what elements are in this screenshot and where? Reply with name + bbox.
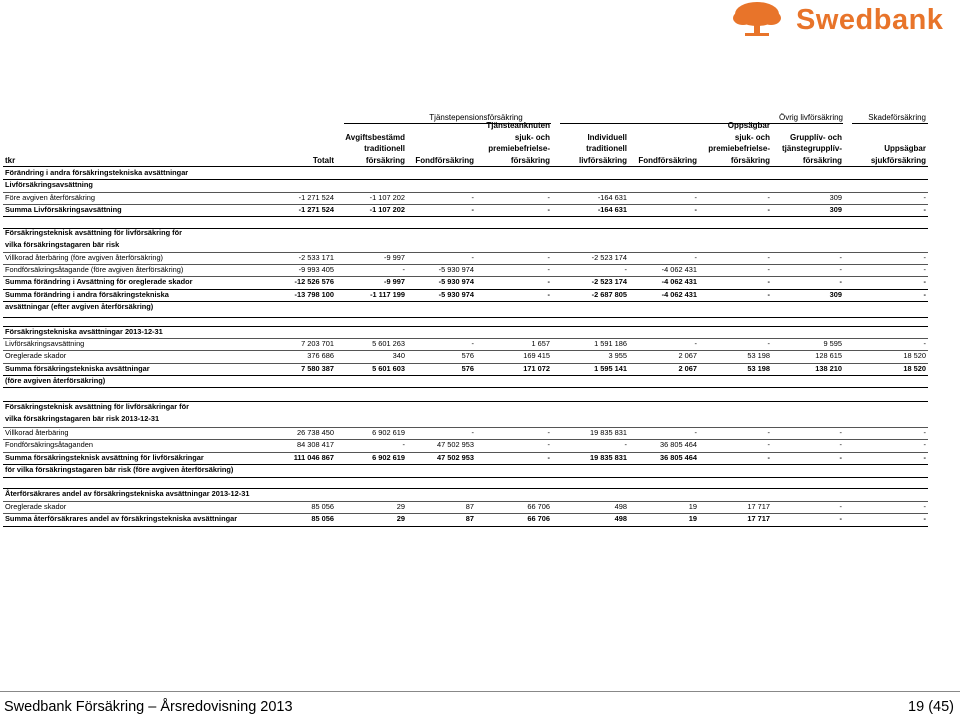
table-cell: - xyxy=(923,265,926,274)
row-label: för vilka försäkringstagaren bär risk (före avgiven återförsäkring) xyxy=(5,465,234,474)
table-cell: - xyxy=(923,205,926,214)
table-row xyxy=(3,264,928,276)
table-cell: 53 198 xyxy=(747,351,770,360)
row-label: Före avgiven återförsäkring xyxy=(5,193,95,202)
table-cell: 1 595 141 xyxy=(594,364,627,373)
row-label: Livförsäkringsavsättning xyxy=(5,339,85,348)
table-cell: 1 591 186 xyxy=(594,339,627,348)
table-cell: 19 xyxy=(688,514,697,523)
table-cell: - xyxy=(547,277,550,286)
column-header-line: Avgiftsbestämd xyxy=(345,132,405,142)
row-label: Summa förändring i Avsättning för oreglerade skador xyxy=(5,277,193,286)
table-cell: -1 271 524 xyxy=(298,193,334,202)
table-cell: - xyxy=(767,253,770,262)
table-cell: -2 687 805 xyxy=(591,290,627,299)
table-row xyxy=(3,427,928,439)
column-header-line: traditionell xyxy=(364,144,405,153)
table-row xyxy=(3,289,928,301)
row-label: vilka försäkringstagaren bär risk xyxy=(5,240,120,249)
table-row xyxy=(3,501,928,513)
row-label: Försäkringsteknisk avsättning för livförsäkring för xyxy=(5,228,183,237)
table-row xyxy=(3,276,928,288)
table-row xyxy=(3,179,928,191)
table-cell: -9 997 xyxy=(384,253,405,262)
table-cell: 26 738 450 xyxy=(297,428,334,437)
table-cell: 9 595 xyxy=(823,339,842,348)
table-cell: 169 415 xyxy=(523,351,550,360)
row-label: Summa Livförsäkringsavsättning xyxy=(5,205,122,214)
row-label: Villkorad återbäring (före avgiven återförsäkring) xyxy=(5,253,164,262)
table-row xyxy=(3,338,928,350)
group-label: Skadeförsäkring xyxy=(868,113,926,122)
row-divider xyxy=(3,477,928,478)
table-cell: -9 997 xyxy=(384,277,405,286)
table-cell: - xyxy=(694,205,697,214)
row-divider xyxy=(3,387,928,388)
table-cell: - xyxy=(767,290,770,299)
table-cell: 7 580 387 xyxy=(301,364,334,373)
table-cell: - xyxy=(839,514,842,523)
table-cell: 498 xyxy=(614,514,627,523)
table-cell: 36 805 464 xyxy=(660,453,697,462)
table-cell: - xyxy=(471,339,474,348)
table-cell: -164 631 xyxy=(597,205,627,214)
table-cell: - xyxy=(471,205,474,214)
table-cell: -4 062 431 xyxy=(661,265,697,274)
table-cell: 2 067 xyxy=(678,351,697,360)
table-row xyxy=(3,167,928,179)
row-label: Fondförsäkringsåtagande (före avgiven återförsäkring) xyxy=(5,265,184,274)
table-cell: - xyxy=(547,428,550,437)
table-cell: 19 835 831 xyxy=(590,428,627,437)
column-header-line: traditionell xyxy=(586,144,627,153)
column-header-line: försäkring xyxy=(802,155,842,165)
column-header xyxy=(754,132,842,167)
column-header-line: sjukförsäkring xyxy=(870,155,926,165)
column-header-line: tkr xyxy=(5,155,16,165)
table-cell: - xyxy=(694,339,697,348)
table-cell: 47 502 953 xyxy=(437,440,474,449)
table-cell: - xyxy=(694,193,697,202)
column-header-line: försäkring xyxy=(510,155,550,165)
table-cell: 18 520 xyxy=(903,351,926,360)
row-label: avsättningar (efter avgiven återförsäkring) xyxy=(5,302,154,311)
table-cell: -5 930 974 xyxy=(438,290,474,299)
table-cell: -5 930 974 xyxy=(438,265,474,274)
table-cell: 53 198 xyxy=(747,364,770,373)
table-cell: 340 xyxy=(392,351,405,360)
table-cell: 2 067 xyxy=(678,364,697,373)
table-cell: - xyxy=(923,502,926,511)
row-label: Summa förändring i andra försäkringstekniska xyxy=(5,290,169,299)
column-header-line: premiebefrielse- xyxy=(488,144,550,153)
column-header xyxy=(836,143,926,166)
table-cell: -1 117 199 xyxy=(370,290,405,299)
table-cell: 19 835 831 xyxy=(590,453,627,462)
table-cell: 18 520 xyxy=(903,364,926,373)
table-cell: - xyxy=(923,253,926,262)
table-cell: 309 xyxy=(829,290,842,299)
table-row xyxy=(3,326,928,338)
table-cell: 85 056 xyxy=(311,514,334,523)
table-cell: 1 657 xyxy=(531,339,550,348)
column-header-line: Oppsägbar xyxy=(727,121,770,130)
table-cell: 17 717 xyxy=(747,502,770,511)
group-label: Övrig livförsäkring xyxy=(778,113,843,122)
table-cell: - xyxy=(547,205,550,214)
row-label: Summa försäkringsteknisk avsättning för livförsäkringar xyxy=(5,453,204,462)
footer-divider xyxy=(0,691,960,692)
row-label: Summa försäkringstekniska avsättningar xyxy=(5,364,150,373)
table-cell: 7 203 701 xyxy=(301,339,334,348)
table-row xyxy=(3,252,928,264)
table-cell: - xyxy=(547,253,550,262)
table-cell: -4 062 431 xyxy=(661,290,697,299)
table-cell: -1 107 202 xyxy=(369,193,405,202)
table-cell: - xyxy=(547,193,550,202)
table-row xyxy=(3,227,928,239)
table-cell: - xyxy=(694,253,697,262)
table-cell: -2 523 174 xyxy=(591,277,627,286)
column-header-line: Individuell xyxy=(587,132,627,142)
table-row xyxy=(3,239,928,251)
row-divider xyxy=(3,526,928,527)
table-cell: - xyxy=(923,453,926,462)
table-row xyxy=(3,413,928,425)
row-label: vilka försäkringstagaren bär risk 2013-12-31 xyxy=(5,414,160,423)
table-cell: 29 xyxy=(396,502,405,511)
row-divider xyxy=(3,317,928,318)
table-cell: - xyxy=(767,453,770,462)
table-cell: - xyxy=(767,428,770,437)
oak-tree-icon xyxy=(717,0,797,40)
table-cell: 36 805 464 xyxy=(660,440,697,449)
row-label: Villkorad återbäring xyxy=(5,428,69,437)
column-header-line: Totalt xyxy=(312,155,334,165)
table-row xyxy=(3,350,928,362)
table-cell: 171 072 xyxy=(523,364,550,373)
table-cell: - xyxy=(839,428,842,437)
table-cell: 84 308 417 xyxy=(297,440,334,449)
table-cell: - xyxy=(767,193,770,202)
table-cell: 87 xyxy=(465,514,474,523)
table-cell: - xyxy=(923,290,926,299)
table-row xyxy=(3,464,928,476)
table-row xyxy=(3,401,928,413)
table-row xyxy=(3,204,928,216)
table-cell: 19 xyxy=(688,502,697,511)
table-cell: - xyxy=(471,253,474,262)
table-cell: - xyxy=(923,514,926,523)
group-underline xyxy=(852,123,928,124)
table-cell: - xyxy=(839,453,842,462)
column-header-line: försäkring xyxy=(730,155,770,165)
table-cell: - xyxy=(767,440,770,449)
table-row xyxy=(3,488,928,500)
table-cell: 376 686 xyxy=(307,351,334,360)
table-cell: - xyxy=(767,265,770,274)
table-cell: -4 062 431 xyxy=(661,277,697,286)
table-cell: 6 902 619 xyxy=(372,453,405,462)
unit-header xyxy=(5,155,15,167)
table-cell: 128 615 xyxy=(815,351,842,360)
table-cell: - xyxy=(923,440,926,449)
column-header-line: Grupplív- och xyxy=(790,132,842,142)
table-row xyxy=(3,452,928,464)
table-cell: - xyxy=(694,428,697,437)
row-label: Fondförsäkringsåtaganden xyxy=(5,440,93,449)
table-cell: - xyxy=(547,453,550,462)
table-cell: - xyxy=(402,265,405,274)
column-header-line: sjuk- och xyxy=(514,132,550,142)
table-cell: -1 271 524 xyxy=(298,205,334,214)
row-label: Oreglerade skador xyxy=(5,351,67,360)
brand-name: Swedbank xyxy=(796,4,944,36)
table-cell: -12 526 576 xyxy=(294,277,334,286)
row-divider xyxy=(3,216,928,217)
table-cell: 17 717 xyxy=(747,514,770,523)
table-row xyxy=(3,439,928,451)
table-cell: -164 631 xyxy=(597,193,627,202)
table-row xyxy=(3,192,928,204)
table-cell: -2 533 171 xyxy=(298,253,334,262)
group-label: Tjänstepensionsförsäkring xyxy=(429,113,523,122)
table-row xyxy=(3,301,928,313)
column-header-line: Tjänsteanknuten xyxy=(486,121,550,130)
table-cell: 498 xyxy=(614,502,627,511)
column-header-line: premiebefrielse- xyxy=(708,144,770,153)
table-cell: 309 xyxy=(829,205,842,214)
table-cell: - xyxy=(547,440,550,449)
table-cell: - xyxy=(471,428,474,437)
table-cell: - xyxy=(923,428,926,437)
row-label: Återförsäkrares andel av försäkringstekniska avsättningar 2013-12-31 xyxy=(5,489,250,498)
table-cell: - xyxy=(923,277,926,286)
table-cell: - xyxy=(767,205,770,214)
row-label: Förändring i andra försäkringstekniska avsättningar xyxy=(5,168,189,177)
table-cell: - xyxy=(839,277,842,286)
column-header-line: Uppsägbar xyxy=(884,144,926,153)
table-cell: 5 601 263 xyxy=(372,339,405,348)
page-number: 19 (45) xyxy=(908,699,954,715)
table-row xyxy=(3,513,928,525)
column-header-line: Fondförsäkring xyxy=(638,155,697,165)
table-cell: -1 107 202 xyxy=(369,205,405,214)
table-cell: - xyxy=(767,277,770,286)
table-cell: -9 993 405 xyxy=(298,265,334,274)
table-cell: 138 210 xyxy=(815,364,842,373)
table-cell: - xyxy=(402,440,405,449)
table-cell: -2 523 174 xyxy=(591,253,627,262)
table-cell: 111 046 867 xyxy=(293,453,334,462)
table-cell: - xyxy=(923,193,926,202)
row-label: Försäkringstekniska avsättningar 2013-12-31 xyxy=(5,327,163,336)
table-cell: 47 502 953 xyxy=(437,453,474,462)
table-cell: - xyxy=(923,339,926,348)
table-cell: 6 902 619 xyxy=(372,428,405,437)
row-label: Försäkringsteknisk avsättning för livförsäkringar för xyxy=(5,402,189,411)
table-cell: - xyxy=(839,440,842,449)
column-header-line: Fondförsäkring xyxy=(415,155,474,165)
table-cell: 87 xyxy=(465,502,474,511)
table-cell: - xyxy=(767,339,770,348)
row-label: (före avgiven återförsäkring) xyxy=(5,376,106,385)
table-cell: 66 706 xyxy=(527,502,550,511)
table-cell: -5 930 974 xyxy=(438,277,474,286)
footer-title: Swedbank Försäkring – Årsredovisning 2013 xyxy=(4,699,293,715)
table-cell: 85 056 xyxy=(311,502,334,511)
table-cell: 66 706 xyxy=(527,514,550,523)
table-cell: 29 xyxy=(396,514,405,523)
table-cell: - xyxy=(839,502,842,511)
row-label: Livförsäkringsavsättning xyxy=(5,180,93,189)
table-cell: - xyxy=(547,290,550,299)
table-cell: 576 xyxy=(461,364,474,373)
column-header-line: livförsäkring xyxy=(578,155,627,165)
table-cell: 3 955 xyxy=(608,351,627,360)
column-header-line: tjänstegrupplív- xyxy=(781,144,842,153)
table-cell: 576 xyxy=(461,351,474,360)
table-cell: - xyxy=(471,193,474,202)
table-cell: - xyxy=(839,265,842,274)
table-cell: - xyxy=(839,253,842,262)
table-cell: - xyxy=(624,440,627,449)
row-label: Oreglerade skador xyxy=(5,502,67,511)
table-cell: -13 798 100 xyxy=(294,290,334,299)
table-cell: - xyxy=(547,265,550,274)
row-label: Summa återförsäkrares andel av försäkringstekniska avsättningar xyxy=(5,514,238,523)
table-cell: 309 xyxy=(829,193,842,202)
table-row xyxy=(3,363,928,375)
column-header-line: försäkring xyxy=(365,155,405,165)
column-header-line: sjuk- och xyxy=(734,132,770,142)
table-cell: - xyxy=(624,265,627,274)
table-row xyxy=(3,375,928,387)
table-cell: 5 601 603 xyxy=(372,364,405,373)
